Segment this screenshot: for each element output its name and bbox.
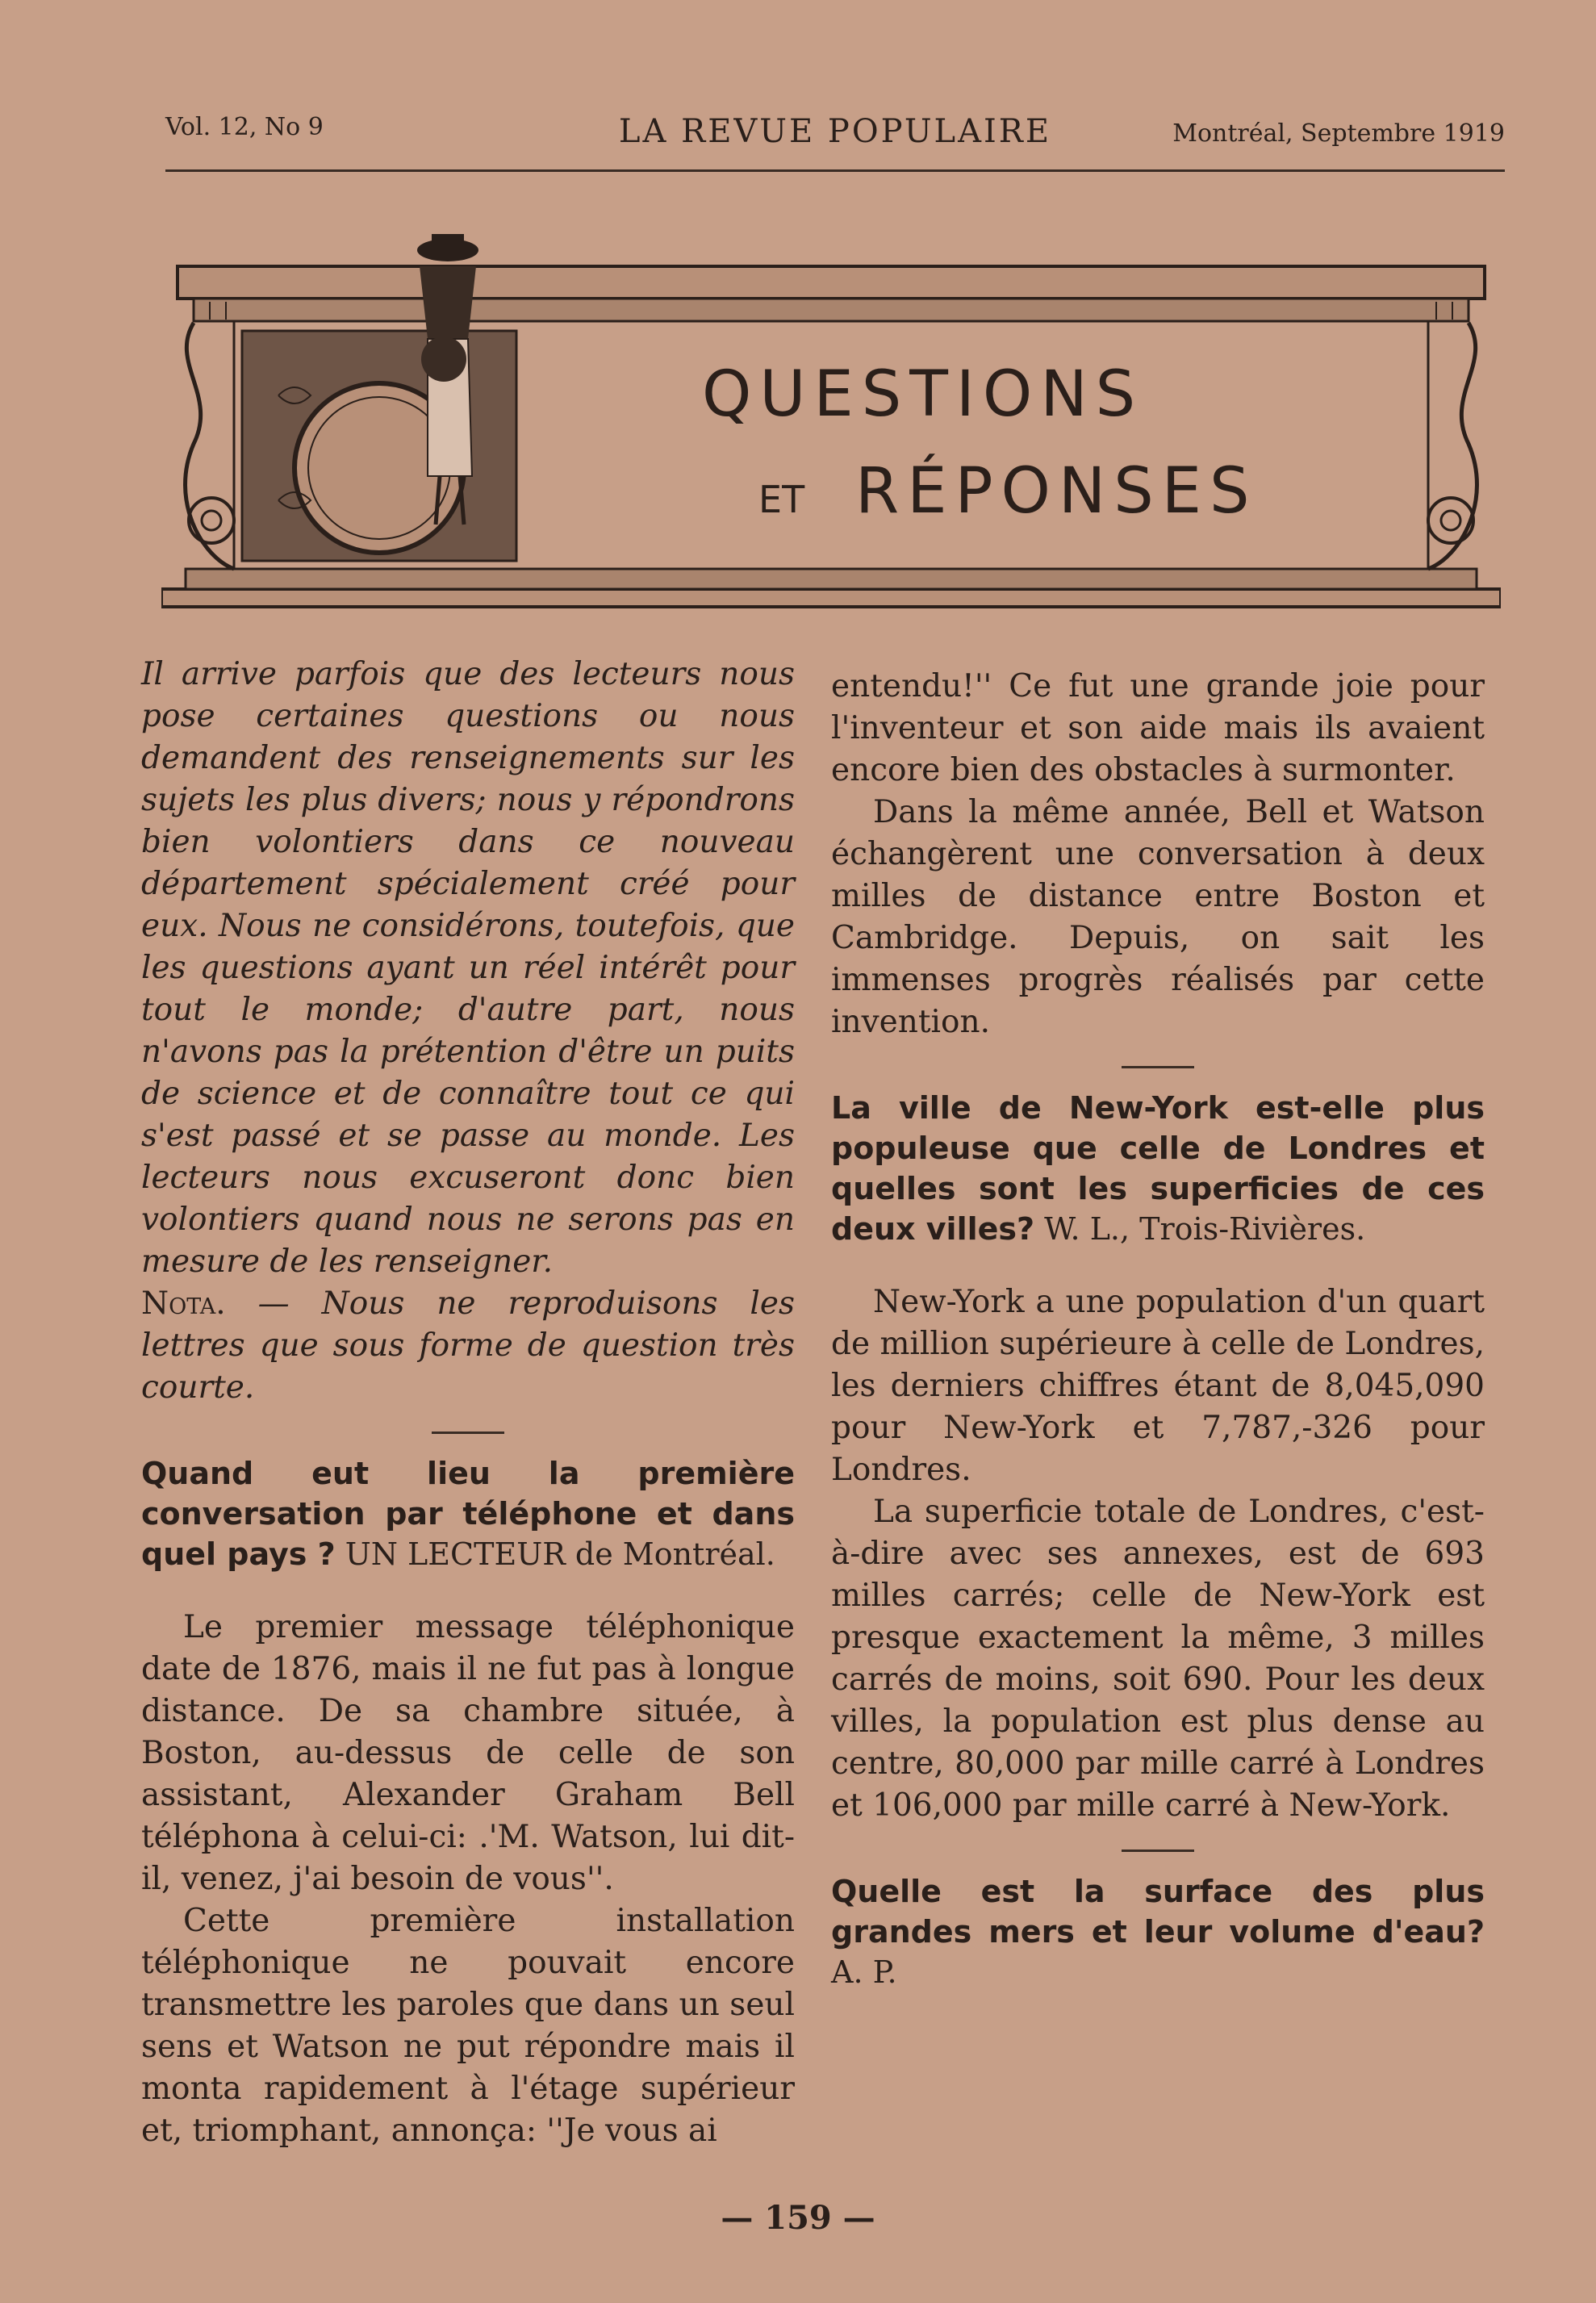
answer-paragraph: Dans la même année, Bell et Watson échangèrent une conversation à deux milles de distance entre Boston et Cambridge. Depuis, on sait les immenses progrès réalisés par cette invention. bbox=[831, 794, 1485, 1040]
question-telephone bbox=[141, 1453, 795, 1574]
answer-paragraph: Le premier message téléphonique date de 1876, mais il ne fut pas à longue distance. De sa chambre située, à Boston, au-dessus de celle de son assistant, Alexander Graham Bell téléphona à celui-ci: .'M. Watson, lui dit-il, venez, j'ai besoin de vous''. bbox=[141, 1609, 795, 1897]
banner-title-line1: QUESTIONS bbox=[702, 358, 1144, 431]
question-text: Quand eut lieu la première conversation par téléphone et dans quel pays ? bbox=[141, 1456, 795, 1572]
right-column bbox=[831, 666, 1485, 1992]
nota-label: Nota. bbox=[141, 1285, 226, 1322]
journal-title: LA REVUE POPULAIRE bbox=[618, 113, 1052, 150]
page-number: — 159 — bbox=[721, 2199, 875, 2237]
answer-new-york bbox=[831, 1281, 1485, 1827]
answer-paragraph: entendu!'' Ce fut une grande joie pour l'inventeur et son aide mais ils avaient encore bien des obstacles à surmonter. bbox=[831, 668, 1485, 788]
answer-telephone-continued bbox=[831, 666, 1485, 1043]
nota-paragraph bbox=[141, 1283, 795, 1409]
volume-number: Vol. 12, No 9 bbox=[165, 113, 324, 141]
question-text: Quelle est la surface des plus grandes mers et leur volume d'eau? bbox=[831, 1874, 1485, 1950]
banner-title-line2: RÉPONSES bbox=[855, 455, 1258, 528]
answer-paragraph: La superficie totale de Londres, c'est-à-dire avec ses annexes, est de 693 milles carrés; celle de New-York est presque exactement la même, 3 milles carrés de moins, soit 690. Pour les deux villes, la population est plus dense au centre, 80,000 par mille carré à Londres et 106,000 par mille carré à New-York. bbox=[831, 1494, 1485, 1824]
question-text: La ville de New-York est-elle plus populeuse que celle de Londres et quelles sont les superficies de ces deux villes? bbox=[831, 1090, 1485, 1247]
question-new-york bbox=[831, 1088, 1485, 1249]
intro-note bbox=[141, 654, 795, 1409]
banner-illustration bbox=[161, 234, 1501, 629]
nota-text: — Nous ne reproduisons les lettres que sous forme de question très courte. bbox=[141, 1285, 795, 1406]
answer-paragraph: New-York a une population d'un quart de million supérieure à celle de Londres, les derniers chiffres étant de 8,045,090 pour New-York et 7,787,-326 pour Londres. bbox=[831, 1284, 1485, 1488]
question-asker: UN LECTEUR de Montréal. bbox=[335, 1536, 775, 1572]
section-banner bbox=[161, 234, 1501, 629]
page-header bbox=[165, 113, 1505, 172]
section-divider bbox=[432, 1432, 504, 1434]
question-seas bbox=[831, 1871, 1485, 1992]
answer-telephone bbox=[141, 1607, 795, 2152]
section-divider bbox=[1122, 1066, 1194, 1068]
issue-date: Montréal, Septembre 1919 bbox=[1172, 119, 1505, 148]
banner-title-et: ET bbox=[758, 478, 805, 521]
left-column bbox=[141, 654, 795, 2152]
answer-paragraph: Cette première installation téléphonique ne pouvait encore transmettre les paroles que dans un seul sens et Watson ne put répondre mais il monta rapidement à l'étage supérieur et, triomphant, annonça: ''Je vous ai bbox=[141, 1903, 795, 2149]
intro-paragraph: Il arrive parfois que des lecteurs nous pose certaines questions ou nous demandent des renseignements sur les sujets les plus divers; nous y répondrons bien volontiers dans ce nouveau département spécialement créé pour eux. Nous ne considérons, toutefois, que les questions ayant un réel intérêt pour tout le monde; d'autre part, nous n'avons pas la prétention d'être un puits de science et de connaître tout ce qui s'est passé et se passe au monde. Les lecteurs nous excuseront donc bien volontiers quand nous ne serons pas en mesure de les renseigner. bbox=[141, 656, 795, 1280]
question-asker: W. L., Trois-Rivières. bbox=[1034, 1211, 1366, 1247]
section-divider bbox=[1122, 1850, 1194, 1852]
question-asker: A. P. bbox=[831, 1954, 897, 1990]
